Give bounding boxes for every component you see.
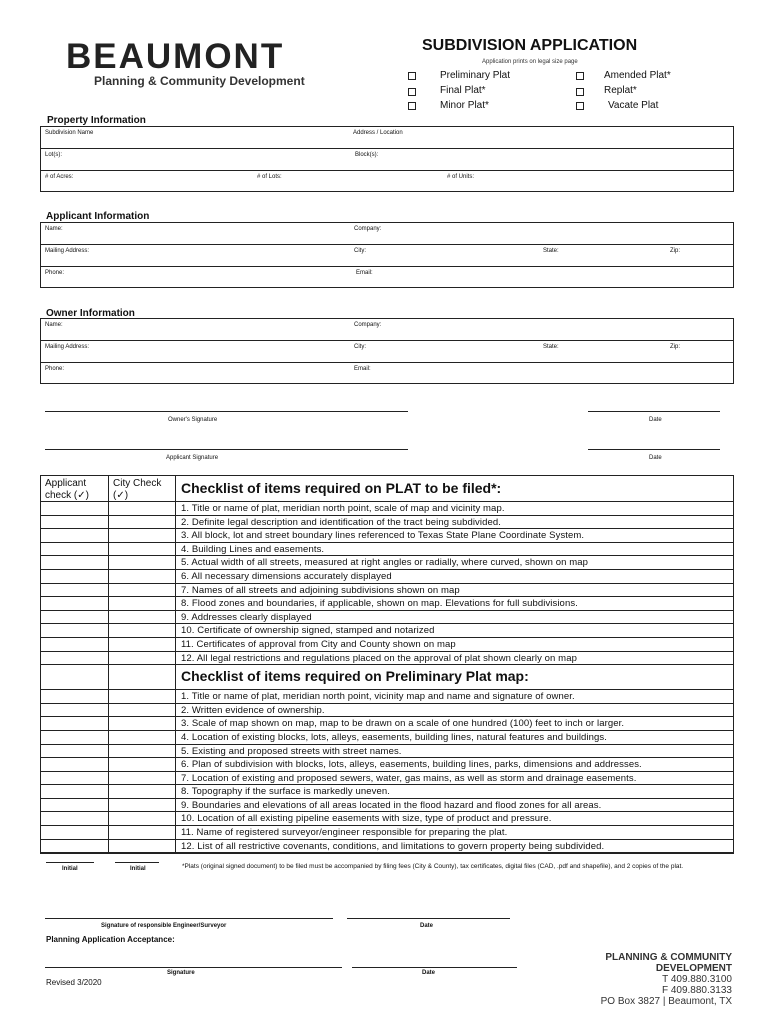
logo-wordmark: BEAUMONT xyxy=(66,37,285,76)
plat-city-check-cell[interactable] xyxy=(108,597,175,610)
owner-zip-field[interactable]: Zip: xyxy=(670,344,681,350)
engineer-signature-caption: Signature of responsible Engineer/Surveyor xyxy=(101,923,227,929)
prelim-city-check-cell[interactable] xyxy=(108,704,175,717)
prelim-city-check-cell[interactable] xyxy=(108,812,175,825)
prelim-item-text: 6. Plan of subdivision with blocks, lots, alleys, easements, building lines, parks, dimensions and addresses. xyxy=(181,759,642,771)
prelim-city-check-cell[interactable] xyxy=(108,758,175,771)
plat-item-5 xyxy=(41,556,733,570)
address-field[interactable]: Address / Location xyxy=(353,130,403,136)
prelim-applicant-check-cell[interactable] xyxy=(41,690,108,703)
plat-applicant-check-cell[interactable] xyxy=(41,529,108,542)
property-row-2 xyxy=(41,149,733,171)
prelim-city-check-cell[interactable] xyxy=(108,772,175,785)
plat-city-check-cell[interactable] xyxy=(108,502,175,515)
checkbox-amended-plat[interactable] xyxy=(576,72,584,80)
prelim-item-text: 11. Name of registered surveyor/engineer responsible for preparing the plat. xyxy=(181,827,508,839)
applicant-company-field[interactable]: Company: xyxy=(354,226,382,232)
prelim-item-text: 8. Topography if the surface is markedly uneven. xyxy=(181,786,390,798)
num-lots-field[interactable]: # of Lots: xyxy=(257,174,282,180)
prelim-item-text: 9. Boundaries and elevations of all areas located in the flood hazard and flood zones for all areas. xyxy=(181,799,602,811)
engineer-signature-line[interactable] xyxy=(45,918,333,919)
plat-applicant-check-cell[interactable] xyxy=(41,597,108,610)
applicant-state-field[interactable]: State: xyxy=(543,248,559,254)
initial-line-2[interactable] xyxy=(115,862,159,863)
checkbox-preliminary-plat[interactable] xyxy=(408,72,416,80)
owner-row-3 xyxy=(41,363,733,385)
plat-item-7 xyxy=(41,584,733,598)
applicant-phone-field[interactable]: Phone: xyxy=(45,270,65,276)
prelim-item-7 xyxy=(41,772,733,786)
plat-item-10 xyxy=(41,624,733,638)
checklist-table xyxy=(40,475,734,854)
subdivision-name-field[interactable]: Subdivision Name xyxy=(45,130,94,136)
prelim-city-check-cell[interactable] xyxy=(108,717,175,730)
prelim-item-text: 1. Title or name of plat, meridian north point, vicinity map and name and signature of owner. xyxy=(181,691,575,703)
legal-size-note: Application prints on legal size page xyxy=(482,59,578,65)
plat-item-text: 7. Names of all streets and adjoining subdivisions shown on map xyxy=(181,584,460,596)
plat-applicant-check-cell[interactable] xyxy=(41,516,108,529)
prelim-item-text: 5. Existing and proposed streets with street names. xyxy=(181,745,402,757)
plat-applicant-check-cell[interactable] xyxy=(41,652,108,665)
prelim-item-12 xyxy=(41,840,733,854)
owner-state-field[interactable]: State: xyxy=(543,344,559,350)
prelim-applicant-check-cell[interactable] xyxy=(41,812,108,825)
plat-applicant-check-cell[interactable] xyxy=(41,624,108,637)
plat-checklist-header xyxy=(41,476,733,502)
plat-applicant-check-cell[interactable] xyxy=(41,556,108,569)
prelim-city-check-cell[interactable] xyxy=(108,840,175,853)
engineer-date-caption: Date xyxy=(420,923,434,929)
prelim-applicant-check-cell[interactable] xyxy=(41,785,108,798)
contact-dept-line2: DEVELOPMENT xyxy=(655,963,732,974)
contact-address: PO Box 3827 | Beaumont, TX xyxy=(600,996,732,1007)
owner-email-field[interactable]: Email: xyxy=(354,366,371,372)
plat-item-text: 1. Title or name of plat, meridian north point, scale of map and vicinity map. xyxy=(181,503,505,514)
owner-date-caption: Date xyxy=(649,417,662,423)
prelim-item-4 xyxy=(41,731,733,745)
plat-city-check-cell[interactable] xyxy=(108,584,175,597)
prelim-item-10 xyxy=(41,812,733,826)
prelim-item-3 xyxy=(41,717,733,731)
prelim-city-check-cell[interactable] xyxy=(108,731,175,744)
owner-signature-line[interactable] xyxy=(45,411,408,412)
owner-row-1 xyxy=(41,319,733,341)
checkbox-minor-plat[interactable] xyxy=(408,102,416,110)
prelim-item-8 xyxy=(41,785,733,799)
plat-applicant-check-cell[interactable] xyxy=(41,543,108,556)
acceptance-heading: Planning Application Acceptance: xyxy=(46,935,175,944)
plat-applicant-check-cell[interactable] xyxy=(41,611,108,624)
plat-applicant-check-cell[interactable] xyxy=(41,570,108,583)
engineer-date-line[interactable] xyxy=(347,918,510,919)
owner-row-2 xyxy=(41,341,733,363)
plat-item-text: 4. Building Lines and easements. xyxy=(181,543,325,555)
plat-item-11 xyxy=(41,638,733,652)
checkbox-replat[interactable] xyxy=(576,88,584,96)
plat-applicant-check-cell[interactable] xyxy=(41,638,108,651)
initial-caption-2: Initial xyxy=(130,866,146,872)
plat-checklist-title: Checklist of items required on PLAT to be filed*: xyxy=(181,480,502,496)
owner-info-table xyxy=(40,318,734,384)
prelim-city-check-cell[interactable] xyxy=(108,745,175,758)
owner-mailing-field[interactable]: Mailing Address: xyxy=(45,344,90,350)
plat-city-check-cell[interactable] xyxy=(108,529,175,542)
initial-line-1[interactable] xyxy=(46,862,94,863)
prelim-checklist-header xyxy=(41,665,733,690)
applicant-info-table xyxy=(40,222,734,288)
option-final-plat: Final Plat* xyxy=(440,85,486,96)
prelim-item-text: 12. List of all restrictive covenants, conditions, and limitations to govern property being subdivided. xyxy=(181,840,605,852)
applicant-zip-field[interactable]: Zip: xyxy=(670,248,681,254)
prelim-item-text: 10. Location of all existing pipeline easements with size, type of product and pressure. xyxy=(181,813,552,825)
filing-note: *Plats (original signed document) to be filed must be accompanied by filing fees (City & County), tax certificates, digital files (CAD, .pdf and shapefile), and 2 copies of the plat. xyxy=(182,863,684,870)
plat-city-check-cell[interactable] xyxy=(108,652,175,665)
applicant-row-3 xyxy=(41,267,733,289)
prelim-item-1 xyxy=(41,690,733,704)
plat-item-2 xyxy=(41,516,733,530)
blocks-field[interactable]: Block(s): xyxy=(355,152,379,158)
plat-item-text: 2. Definite legal description and identification of the tract being subdivided. xyxy=(181,516,502,528)
plat-city-check-cell[interactable] xyxy=(108,570,175,583)
plat-item-1 xyxy=(41,502,733,516)
plat-item-text: 10. Certificate of ownership signed, stamped and notarized xyxy=(181,625,435,637)
plat-city-check-cell[interactable] xyxy=(108,543,175,556)
plat-city-check-cell[interactable] xyxy=(108,638,175,651)
applicant-date-line[interactable] xyxy=(588,449,720,450)
option-replat: Replat* xyxy=(604,85,637,96)
plat-applicant-check-cell[interactable] xyxy=(41,584,108,597)
plat-item-4 xyxy=(41,543,733,557)
city-check-header: City Check (✓) xyxy=(113,478,162,501)
plat-city-check-cell[interactable] xyxy=(108,611,175,624)
plat-item-text: 5. Actual width of all streets, measured at right angles or radially, where curved, shown on map xyxy=(181,557,589,569)
plat-item-6 xyxy=(41,570,733,584)
plat-item-text: 11. Certificates of approval from City and County shown on map xyxy=(181,638,456,650)
owner-name-field[interactable]: Name: xyxy=(45,322,63,328)
applicant-row-2 xyxy=(41,245,733,267)
plat-city-check-cell[interactable] xyxy=(108,516,175,529)
acceptance-signature-line[interactable] xyxy=(45,967,342,968)
prelim-applicant-check-cell[interactable] xyxy=(41,704,108,717)
owner-phone-field[interactable]: Phone: xyxy=(45,366,65,372)
prelim-item-5 xyxy=(41,745,733,759)
page-title: SUBDIVISION APPLICATION xyxy=(422,37,638,54)
revision-date: Revised 3/2020 xyxy=(46,978,102,987)
prelim-applicant-check-cell[interactable] xyxy=(41,745,108,758)
prelim-city-check-cell[interactable] xyxy=(108,690,175,703)
acceptance-signature-caption: Signature xyxy=(167,970,195,976)
plat-item-text: 6. All necessary dimensions accurately displayed xyxy=(181,570,392,582)
prelim-applicant-check-cell[interactable] xyxy=(41,717,108,730)
acceptance-date-caption: Date xyxy=(422,970,436,976)
prelim-item-text: 4. Location of existing blocks, lots, alleys, easements, building lines, natural features and buildings. xyxy=(181,731,608,743)
option-amended-plat: Amended Plat* xyxy=(604,70,671,81)
plat-checklist-items xyxy=(41,502,733,665)
prelim-applicant-check-cell[interactable] xyxy=(41,772,108,785)
initial-caption-1: Initial xyxy=(62,866,78,872)
checkbox-final-plat[interactable] xyxy=(408,88,416,96)
plat-item-text: 8. Flood zones and boundaries, if applicable, shown on map. Elevations for full subdivisions. xyxy=(181,598,578,610)
owner-company-field[interactable]: Company: xyxy=(354,322,382,328)
plat-applicant-check-cell[interactable] xyxy=(41,502,108,515)
prelim-item-text: 2. Written evidence of ownership. xyxy=(181,704,325,716)
plat-item-text: 3. All block, lot and street boundary lines referenced to Texas State Plane Coordinate System. xyxy=(181,530,585,542)
owner-city-field[interactable]: City: xyxy=(354,344,366,350)
prelim-item-text: 7. Location of existing and proposed sewers, water, gas mains, as well as storm and drainage easements. xyxy=(181,772,637,784)
owner-info-heading: Owner Information xyxy=(46,308,135,319)
prelim-city-check-cell[interactable] xyxy=(108,826,175,839)
checkbox-vacate-plat[interactable] xyxy=(576,102,584,110)
prelim-city-check-cell[interactable] xyxy=(108,799,175,812)
lots-field[interactable]: Lot(s): xyxy=(45,152,63,158)
owner-date-line[interactable] xyxy=(588,411,720,412)
option-vacate-plat: Vacate Plat xyxy=(608,100,659,111)
acceptance-date-line[interactable] xyxy=(352,967,517,968)
prelim-checklist-items xyxy=(41,690,733,853)
applicant-row-1 xyxy=(41,223,733,245)
prelim-item-9 xyxy=(41,799,733,813)
property-row-3 xyxy=(41,171,733,193)
property-row-1 xyxy=(41,127,733,149)
prelim-city-check-cell[interactable] xyxy=(108,785,175,798)
option-minor-plat: Minor Plat* xyxy=(440,100,489,111)
prelim-applicant-check-cell[interactable] xyxy=(41,840,108,853)
applicant-signature-line[interactable] xyxy=(45,449,408,450)
owner-signature-caption: Owner's Signature xyxy=(168,417,218,423)
applicant-name-field[interactable]: Name: xyxy=(45,226,63,232)
option-preliminary-plat: Preliminary Plat xyxy=(440,70,511,81)
prelim-applicant-check-cell[interactable] xyxy=(41,826,108,839)
prelim-item-6 xyxy=(41,758,733,772)
logo-subtitle: Planning & Community Development xyxy=(94,74,305,88)
prelim-item-text: 3. Scale of map shown on map, map to be drawn on a scale of one hundred (100) feet to inch or larger. xyxy=(181,718,625,730)
contact-fax: F 409.880.3133 xyxy=(661,985,732,996)
applicant-date-caption: Date xyxy=(649,455,662,461)
prelim-item-2 xyxy=(41,704,733,718)
property-info-table xyxy=(40,126,734,192)
plat-city-check-cell[interactable] xyxy=(108,556,175,569)
prelim-applicant-check-cell[interactable] xyxy=(41,731,108,744)
plat-item-3 xyxy=(41,529,733,543)
plat-item-8 xyxy=(41,597,733,611)
plat-item-12 xyxy=(41,652,733,666)
acres-field[interactable]: # of Acres: xyxy=(45,174,74,180)
applicant-signature-caption: Applicant Signature xyxy=(166,455,219,461)
applicant-check-header: Applicant check (✓) xyxy=(45,478,89,501)
prelim-applicant-check-cell[interactable] xyxy=(41,799,108,812)
plat-item-9 xyxy=(41,611,733,625)
applicant-email-field[interactable]: Email: xyxy=(356,270,373,276)
contact-dept-line1: PLANNING & COMMUNITY xyxy=(605,952,732,963)
prelim-item-11 xyxy=(41,826,733,840)
prelim-checklist-title: Checklist of items required on Preliminary Plat map: xyxy=(181,668,529,685)
plat-item-text: 12. All legal restrictions and regulations placed on the approval of plat shown clearly on map xyxy=(181,652,577,664)
applicant-city-field[interactable]: City: xyxy=(354,248,366,254)
property-info-heading: Property Information xyxy=(47,115,146,126)
prelim-applicant-check-cell[interactable] xyxy=(41,758,108,771)
plat-city-check-cell[interactable] xyxy=(108,624,175,637)
plat-item-text: 9. Addresses clearly displayed xyxy=(181,611,312,623)
units-field[interactable]: # of Units: xyxy=(447,174,475,180)
applicant-info-heading: Applicant Information xyxy=(46,211,150,222)
applicant-mailing-field[interactable]: Mailing Address: xyxy=(45,248,90,254)
contact-telephone: T 409.880.3100 xyxy=(662,974,732,985)
